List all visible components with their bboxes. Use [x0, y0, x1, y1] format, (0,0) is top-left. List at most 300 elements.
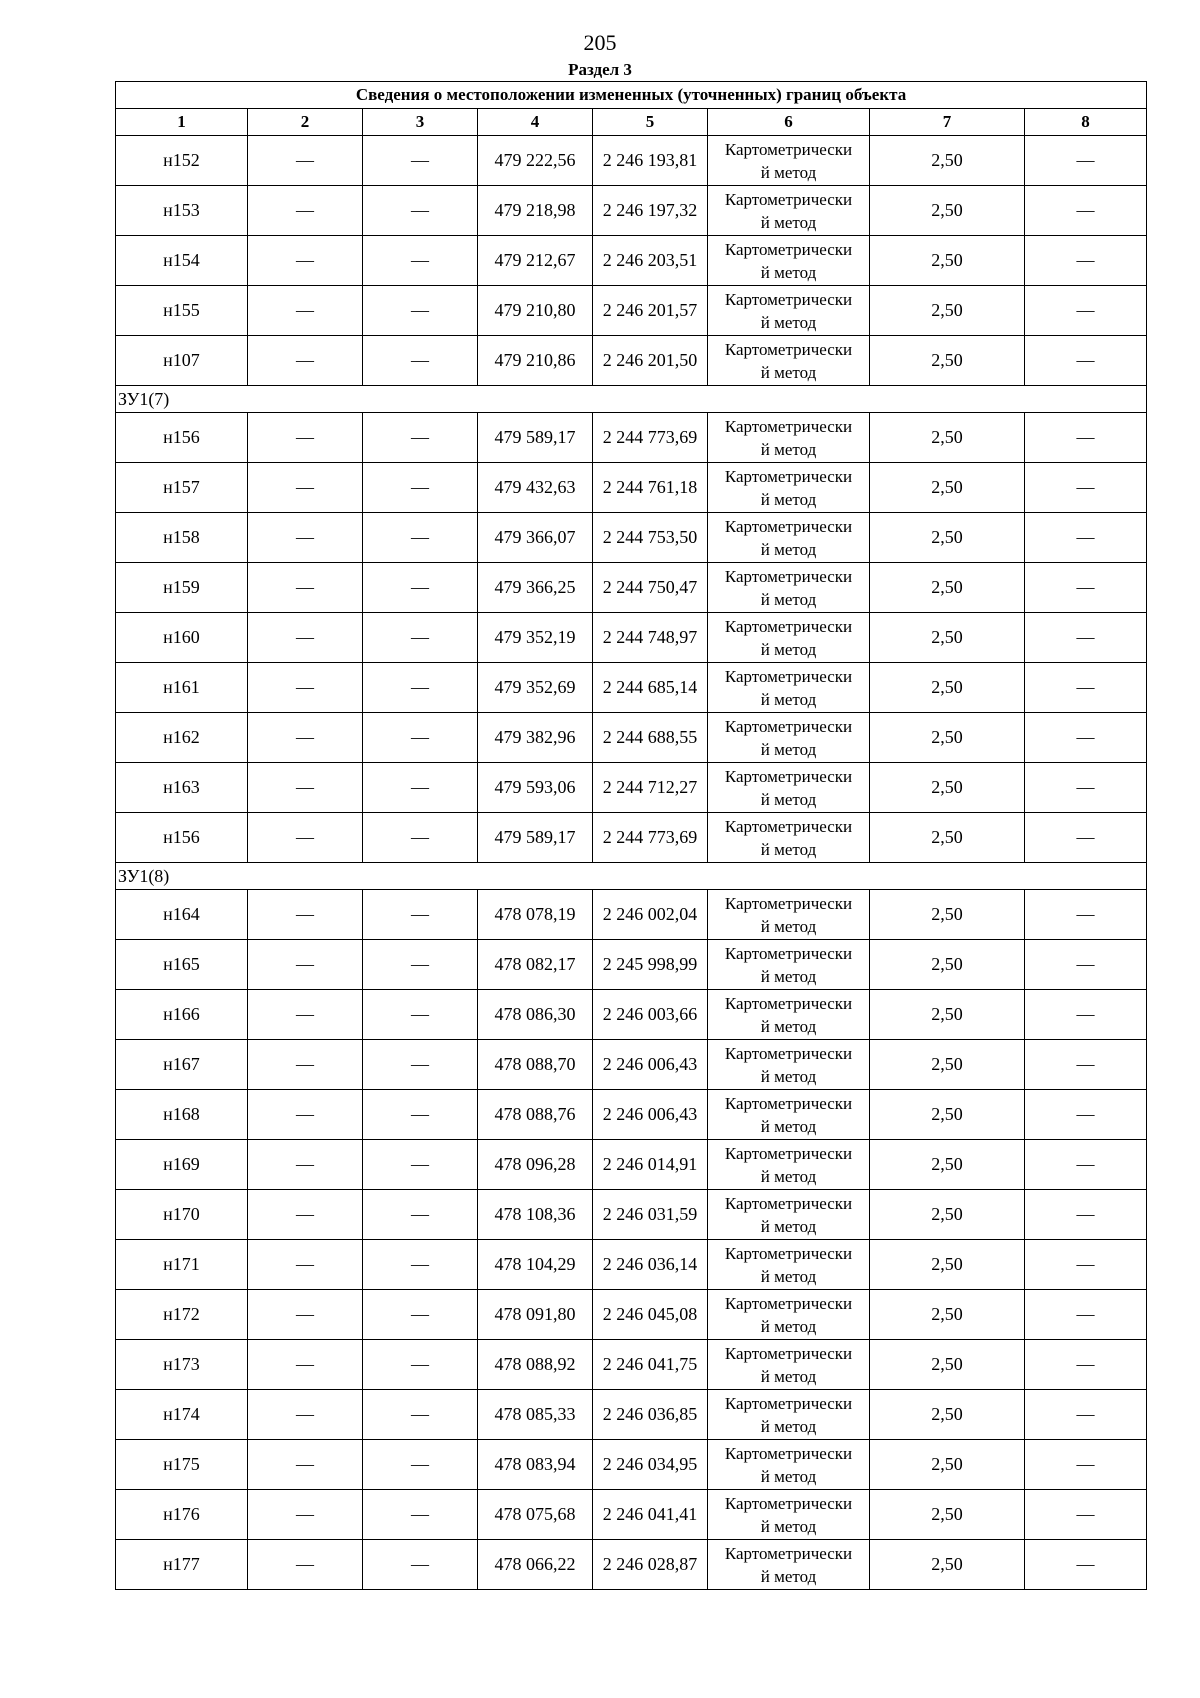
dash-cell: —	[363, 813, 478, 863]
method-text-line2: й метод	[760, 539, 817, 559]
x-coordinate-cell: 479 218,98	[478, 186, 593, 236]
table-row	[116, 336, 1147, 386]
accuracy-cell: 2,50	[870, 813, 1025, 863]
method-cell	[708, 286, 870, 336]
dash-cell: —	[248, 1240, 363, 1290]
dash-cell: —	[1025, 613, 1147, 663]
dash-cell: —	[363, 336, 478, 386]
dash-cell: —	[363, 413, 478, 463]
x-coordinate-cell: 478 086,30	[478, 990, 593, 1040]
accuracy-cell: 2,50	[870, 1340, 1025, 1390]
y-coordinate-cell: 2 246 002,04	[593, 890, 708, 940]
x-coordinate-cell: 478 088,70	[478, 1040, 593, 1090]
dash-cell: —	[1025, 1340, 1147, 1390]
point-id-cell: н177	[116, 1540, 248, 1590]
method-text-line2: й метод	[760, 162, 817, 182]
dash-cell: —	[363, 1540, 478, 1590]
method-text-line1: Картометрически	[724, 516, 853, 536]
table-row	[116, 1490, 1147, 1540]
dash-cell: —	[363, 663, 478, 713]
accuracy-cell: 2,50	[870, 1390, 1025, 1440]
point-id-cell: н156	[116, 813, 248, 863]
table-row	[116, 136, 1147, 186]
x-coordinate-cell: 478 104,29	[478, 1240, 593, 1290]
dash-cell: —	[1025, 1290, 1147, 1340]
table-row	[116, 1040, 1147, 1090]
method-text-line2: й метод	[760, 589, 817, 609]
accuracy-cell: 2,50	[870, 286, 1025, 336]
accuracy-cell: 2,50	[870, 1190, 1025, 1240]
y-coordinate-cell: 2 244 750,47	[593, 563, 708, 613]
method-cell	[708, 463, 870, 513]
accuracy-cell: 2,50	[870, 1090, 1025, 1140]
dash-cell: —	[363, 890, 478, 940]
dash-cell: —	[248, 990, 363, 1040]
method-text-line2: й метод	[760, 1116, 817, 1136]
method-cell	[708, 763, 870, 813]
dash-cell: —	[1025, 563, 1147, 613]
method-text-line1: Картометрически	[724, 566, 853, 586]
method-text-line2: й метод	[760, 262, 817, 282]
dash-cell: —	[248, 1340, 363, 1390]
dash-cell: —	[248, 613, 363, 663]
method-text-line2: й метод	[760, 1466, 817, 1486]
y-coordinate-cell: 2 244 773,69	[593, 813, 708, 863]
x-coordinate-cell: 479 432,63	[478, 463, 593, 513]
method-text-line1: Картометрически	[724, 189, 853, 209]
table-row	[116, 1340, 1147, 1390]
dash-cell: —	[1025, 990, 1147, 1040]
method-cell	[708, 413, 870, 463]
method-text-line1: Картометрически	[724, 1393, 853, 1413]
x-coordinate-cell: 478 108,36	[478, 1190, 593, 1240]
x-coordinate-cell: 479 366,25	[478, 563, 593, 613]
method-cell	[708, 136, 870, 186]
method-cell	[708, 1290, 870, 1340]
column-header: 3	[363, 109, 478, 136]
accuracy-cell: 2,50	[870, 890, 1025, 940]
table-row	[116, 413, 1147, 463]
method-text-line1: Картометрически	[724, 139, 853, 159]
point-id-cell: н166	[116, 990, 248, 1040]
dash-cell: —	[1025, 1040, 1147, 1090]
dash-cell: —	[363, 186, 478, 236]
point-id-cell: н154	[116, 236, 248, 286]
column-header: 7	[870, 109, 1025, 136]
point-id-cell: н176	[116, 1490, 248, 1540]
method-text-line2: й метод	[760, 1216, 817, 1236]
column-header: 6	[708, 109, 870, 136]
dash-cell: —	[1025, 1240, 1147, 1290]
accuracy-cell: 2,50	[870, 1540, 1025, 1590]
dash-cell: —	[1025, 663, 1147, 713]
method-cell	[708, 890, 870, 940]
dash-cell: —	[248, 1140, 363, 1190]
table-row	[116, 186, 1147, 236]
table-row	[116, 1390, 1147, 1440]
method-text-line2: й метод	[760, 489, 817, 509]
coordinates-table	[115, 81, 1147, 1590]
y-coordinate-cell: 2 246 006,43	[593, 1040, 708, 1090]
dash-cell: —	[248, 563, 363, 613]
point-id-cell: н164	[116, 890, 248, 940]
y-coordinate-cell: 2 246 193,81	[593, 136, 708, 186]
x-coordinate-cell: 478 078,19	[478, 890, 593, 940]
method-cell	[708, 1090, 870, 1140]
method-text-line1: Картометрически	[724, 1043, 853, 1063]
method-cell	[708, 1240, 870, 1290]
method-cell	[708, 1190, 870, 1240]
point-id-cell: н168	[116, 1090, 248, 1140]
y-coordinate-cell: 2 246 003,66	[593, 990, 708, 1040]
group-row	[116, 863, 1147, 890]
dash-cell: —	[363, 613, 478, 663]
method-text-line2: й метод	[760, 312, 817, 332]
x-coordinate-cell: 479 366,07	[478, 513, 593, 563]
dash-cell: —	[248, 713, 363, 763]
group-label: ЗУ1(8)	[116, 863, 1147, 890]
dash-cell: —	[363, 990, 478, 1040]
dash-cell: —	[363, 1190, 478, 1240]
accuracy-cell: 2,50	[870, 1040, 1025, 1090]
method-cell	[708, 563, 870, 613]
y-coordinate-cell: 2 244 773,69	[593, 413, 708, 463]
table-row	[116, 990, 1147, 1040]
accuracy-cell: 2,50	[870, 1140, 1025, 1190]
method-text-line2: й метод	[760, 839, 817, 859]
table-row	[116, 563, 1147, 613]
dash-cell: —	[248, 186, 363, 236]
accuracy-cell: 2,50	[870, 663, 1025, 713]
dash-cell: —	[363, 1140, 478, 1190]
method-text-line2: й метод	[760, 966, 817, 986]
dash-cell: —	[248, 663, 363, 713]
dash-cell: —	[248, 1440, 363, 1490]
x-coordinate-cell: 478 075,68	[478, 1490, 593, 1540]
y-coordinate-cell: 2 244 685,14	[593, 663, 708, 713]
dash-cell: —	[363, 286, 478, 336]
page-number: 205	[583, 30, 617, 55]
point-id-cell: н159	[116, 563, 248, 613]
x-coordinate-cell: 479 210,80	[478, 286, 593, 336]
dash-cell: —	[363, 1040, 478, 1090]
dash-cell: —	[1025, 1190, 1147, 1240]
dash-cell: —	[1025, 336, 1147, 386]
x-coordinate-cell: 478 085,33	[478, 1390, 593, 1440]
method-cell	[708, 1390, 870, 1440]
table-row	[116, 940, 1147, 990]
dash-cell: —	[248, 286, 363, 336]
x-coordinate-cell: 478 082,17	[478, 940, 593, 990]
method-text-line1: Картометрически	[724, 1343, 853, 1363]
accuracy-cell: 2,50	[870, 1290, 1025, 1340]
dash-cell: —	[363, 563, 478, 613]
method-text-line2: й метод	[760, 1416, 817, 1436]
dash-cell: —	[1025, 236, 1147, 286]
dash-cell: —	[248, 1390, 363, 1440]
method-text-line2: й метод	[760, 439, 817, 459]
table-row	[116, 1240, 1147, 1290]
table-row	[116, 1540, 1147, 1590]
method-cell	[708, 513, 870, 563]
dash-cell: —	[1025, 1390, 1147, 1440]
method-text-line2: й метод	[760, 689, 817, 709]
dash-cell: —	[1025, 1090, 1147, 1140]
y-coordinate-cell: 2 245 998,99	[593, 940, 708, 990]
method-text-line2: й метод	[760, 739, 817, 759]
accuracy-cell: 2,50	[870, 1490, 1025, 1540]
method-cell	[708, 186, 870, 236]
dash-cell: —	[248, 1540, 363, 1590]
method-cell	[708, 1140, 870, 1190]
point-id-cell: н171	[116, 1240, 248, 1290]
method-cell	[708, 813, 870, 863]
group-row	[116, 386, 1147, 413]
accuracy-cell: 2,50	[870, 713, 1025, 763]
method-text-line2: й метод	[760, 1166, 817, 1186]
point-id-cell: н174	[116, 1390, 248, 1440]
accuracy-cell: 2,50	[870, 336, 1025, 386]
method-cell	[708, 713, 870, 763]
y-coordinate-cell: 2 244 761,18	[593, 463, 708, 513]
y-coordinate-cell: 2 244 712,27	[593, 763, 708, 813]
table-row	[116, 1090, 1147, 1140]
method-cell	[708, 1490, 870, 1540]
accuracy-cell: 2,50	[870, 1240, 1025, 1290]
y-coordinate-cell: 2 246 041,41	[593, 1490, 708, 1540]
dash-cell: —	[1025, 713, 1147, 763]
accuracy-cell: 2,50	[870, 763, 1025, 813]
y-coordinate-cell: 2 246 045,08	[593, 1290, 708, 1340]
y-coordinate-cell: 2 246 201,57	[593, 286, 708, 336]
column-header-row	[116, 109, 1147, 136]
dash-cell: —	[248, 413, 363, 463]
dash-cell: —	[363, 136, 478, 186]
method-cell	[708, 1040, 870, 1090]
method-text-line1: Картометрически	[724, 466, 853, 486]
dash-cell: —	[363, 1340, 478, 1390]
point-id-cell: н157	[116, 463, 248, 513]
y-coordinate-cell: 2 246 031,59	[593, 1190, 708, 1240]
dash-cell: —	[1025, 890, 1147, 940]
point-id-cell: н175	[116, 1440, 248, 1490]
point-id-cell: н165	[116, 940, 248, 990]
dash-cell: —	[363, 940, 478, 990]
dash-cell: —	[363, 1240, 478, 1290]
accuracy-cell: 2,50	[870, 463, 1025, 513]
accuracy-cell: 2,50	[870, 940, 1025, 990]
table-row	[116, 713, 1147, 763]
column-header: 2	[248, 109, 363, 136]
column-header: 1	[116, 109, 248, 136]
accuracy-cell: 2,50	[870, 1440, 1025, 1490]
method-cell	[708, 663, 870, 713]
dash-cell: —	[248, 336, 363, 386]
method-text-line2: й метод	[760, 212, 817, 232]
method-cell	[708, 1340, 870, 1390]
point-id-cell: н173	[116, 1340, 248, 1390]
accuracy-cell: 2,50	[870, 413, 1025, 463]
y-coordinate-cell: 2 246 014,91	[593, 1140, 708, 1190]
point-id-cell: н156	[116, 413, 248, 463]
column-header: 5	[593, 109, 708, 136]
method-text-line1: Картометрически	[724, 239, 853, 259]
method-text-line1: Картометрически	[724, 993, 853, 1013]
point-id-cell: н169	[116, 1140, 248, 1190]
point-id-cell: н152	[116, 136, 248, 186]
table-row	[116, 813, 1147, 863]
x-coordinate-cell: 478 088,76	[478, 1090, 593, 1140]
dash-cell: —	[248, 1190, 363, 1240]
method-text-line1: Картометрически	[724, 893, 853, 913]
x-coordinate-cell: 478 066,22	[478, 1540, 593, 1590]
x-coordinate-cell: 479 382,96	[478, 713, 593, 763]
dash-cell: —	[1025, 813, 1147, 863]
dash-cell: —	[1025, 413, 1147, 463]
method-text-line1: Картометрически	[724, 1293, 853, 1313]
y-coordinate-cell: 2 244 688,55	[593, 713, 708, 763]
dash-cell: —	[1025, 136, 1147, 186]
dash-cell: —	[248, 136, 363, 186]
x-coordinate-cell: 479 352,69	[478, 663, 593, 713]
point-id-cell: н107	[116, 336, 248, 386]
dash-cell: —	[1025, 1440, 1147, 1490]
y-coordinate-cell: 2 246 036,14	[593, 1240, 708, 1290]
table-row	[116, 613, 1147, 663]
table-caption: Сведения о местоположении измененных (уточненных) границ объекта	[116, 82, 1147, 109]
method-text-line2: й метод	[760, 1316, 817, 1336]
method-text-line2: й метод	[760, 916, 817, 936]
accuracy-cell: 2,50	[870, 236, 1025, 286]
accuracy-cell: 2,50	[870, 990, 1025, 1040]
point-id-cell: н155	[116, 286, 248, 336]
method-text-line1: Картометрически	[724, 1543, 853, 1563]
x-coordinate-cell: 478 091,80	[478, 1290, 593, 1340]
dash-cell: —	[248, 940, 363, 990]
dash-cell: —	[1025, 940, 1147, 990]
accuracy-cell: 2,50	[870, 186, 1025, 236]
dash-cell: —	[363, 463, 478, 513]
method-cell	[708, 613, 870, 663]
dash-cell: —	[1025, 513, 1147, 563]
method-text-line1: Картометрически	[724, 1193, 853, 1213]
method-text-line1: Картометрически	[724, 416, 853, 436]
dash-cell: —	[248, 236, 363, 286]
method-text-line1: Картометрически	[724, 339, 853, 359]
column-header: 8	[1025, 109, 1147, 136]
table-row	[116, 1290, 1147, 1340]
dash-cell: —	[363, 1090, 478, 1140]
method-text-line1: Картометрически	[724, 1243, 853, 1263]
method-text-line2: й метод	[760, 1516, 817, 1536]
method-text-line2: й метод	[760, 362, 817, 382]
group-label: ЗУ1(7)	[116, 386, 1147, 413]
dash-cell: —	[1025, 186, 1147, 236]
method-text-line1: Картометрически	[724, 816, 853, 836]
y-coordinate-cell: 2 246 041,75	[593, 1340, 708, 1390]
method-text-line2: й метод	[760, 1366, 817, 1386]
method-text-line2: й метод	[760, 789, 817, 809]
x-coordinate-cell: 478 096,28	[478, 1140, 593, 1190]
y-coordinate-cell: 2 244 748,97	[593, 613, 708, 663]
y-coordinate-cell: 2 246 006,43	[593, 1090, 708, 1140]
x-coordinate-cell: 479 589,17	[478, 813, 593, 863]
table-row	[116, 1440, 1147, 1490]
y-coordinate-cell: 2 244 753,50	[593, 513, 708, 563]
method-cell	[708, 236, 870, 286]
x-coordinate-cell: 479 212,67	[478, 236, 593, 286]
accuracy-cell: 2,50	[870, 513, 1025, 563]
x-coordinate-cell: 479 589,17	[478, 413, 593, 463]
dash-cell: —	[363, 236, 478, 286]
table-row	[116, 763, 1147, 813]
dash-cell: —	[248, 1090, 363, 1140]
y-coordinate-cell: 2 246 197,32	[593, 186, 708, 236]
dash-cell: —	[1025, 463, 1147, 513]
point-id-cell: н170	[116, 1190, 248, 1240]
dash-cell: —	[363, 513, 478, 563]
dash-cell: —	[248, 463, 363, 513]
dash-cell: —	[248, 513, 363, 563]
point-id-cell: н153	[116, 186, 248, 236]
point-id-cell: н163	[116, 763, 248, 813]
table-row	[116, 1190, 1147, 1240]
method-text-line2: й метод	[760, 1266, 817, 1286]
method-text-line2: й метод	[760, 1566, 817, 1586]
y-coordinate-cell: 2 246 201,50	[593, 336, 708, 386]
method-text-line2: й метод	[760, 1066, 817, 1086]
dash-cell: —	[1025, 1490, 1147, 1540]
y-coordinate-cell: 2 246 036,85	[593, 1390, 708, 1440]
dash-cell: —	[248, 813, 363, 863]
y-coordinate-cell: 2 246 034,95	[593, 1440, 708, 1490]
method-text-line1: Картометрически	[724, 1443, 853, 1463]
table-body	[116, 136, 1147, 1590]
table-row	[116, 1140, 1147, 1190]
point-id-cell: н160	[116, 613, 248, 663]
dash-cell: —	[248, 1290, 363, 1340]
table-row	[116, 286, 1147, 336]
point-id-cell: н162	[116, 713, 248, 763]
accuracy-cell: 2,50	[870, 136, 1025, 186]
y-coordinate-cell: 2 246 203,51	[593, 236, 708, 286]
table-row	[116, 663, 1147, 713]
method-text-line2: й метод	[760, 639, 817, 659]
method-cell	[708, 990, 870, 1040]
dash-cell: —	[248, 1040, 363, 1090]
x-coordinate-cell: 479 593,06	[478, 763, 593, 813]
method-text-line2: й метод	[760, 1016, 817, 1036]
dash-cell: —	[363, 1390, 478, 1440]
method-cell	[708, 940, 870, 990]
method-text-line1: Картометрически	[724, 289, 853, 309]
dash-cell: —	[1025, 1540, 1147, 1590]
x-coordinate-cell: 479 210,86	[478, 336, 593, 386]
method-cell	[708, 1540, 870, 1590]
method-text-line1: Картометрически	[724, 943, 853, 963]
accuracy-cell: 2,50	[870, 563, 1025, 613]
y-coordinate-cell: 2 246 028,87	[593, 1540, 708, 1590]
table-row	[116, 236, 1147, 286]
column-header: 4	[478, 109, 593, 136]
dash-cell: —	[248, 890, 363, 940]
method-cell	[708, 1440, 870, 1490]
method-cell	[708, 336, 870, 386]
table-row	[116, 463, 1147, 513]
dash-cell: —	[248, 1490, 363, 1540]
table-row	[116, 513, 1147, 563]
method-text-line1: Картометрически	[724, 1493, 853, 1513]
